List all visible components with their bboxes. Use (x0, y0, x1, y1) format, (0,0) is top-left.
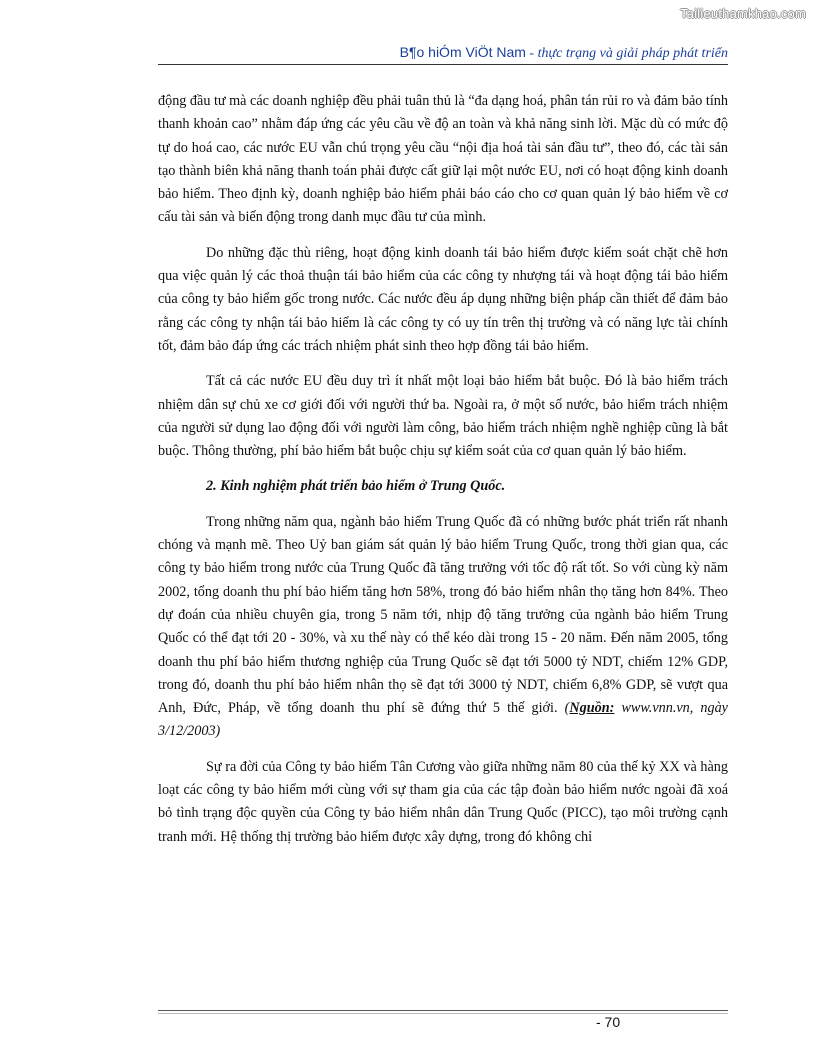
header-divider (158, 64, 728, 65)
footer-divider (158, 1010, 728, 1011)
header-title: B¶o hiÓm ViÖt Nam (399, 44, 526, 60)
section-heading: 2. Kinh nghiệm phát triển bảo hiểm ở Trung Quốc. (206, 478, 506, 495)
paragraph-3: Tất cả các nước EU đều duy trì ít nhất một loại bảo hiểm bắt buộc. Đó là bảo hiểm trách nhiệm dân sự chủ xe cơ giới đối với người thứ ba. Ngoài ra, ở một số nước, bảo hiểm trách nhiệm của người sử dụng lao động đối với người làm công, bảo hiểm trách nhiệm nghề nghiệp cũng là bắt buộc. Thông thường, phí bảo hiểm bắt buộc chịu sự kiểm soát của cơ quan quản lý bảo hiểm. (158, 373, 728, 460)
source-open: ( (564, 700, 570, 717)
page-header (158, 44, 728, 62)
paragraph-4 (158, 511, 728, 744)
watermark-text: Tailieuthamkhao.com (680, 6, 806, 21)
document-body (158, 90, 728, 861)
paragraph-2: Do những đặc thù riêng, hoạt động kinh doanh tái bảo hiểm được kiểm soát chặt chẽ hơn qua việc quản lý các thoả thuận tái bảo hiểm của các công ty nhượng tái và hoạt động tái bảo hiểm của công ty bảo hiểm gốc trong nước. Các nước đều áp dụng những biện pháp cần thiết để đảm bảo rằng các công ty nhận tái bảo hiểm là các công ty có uy tín trên thị trường và có năng lực tài chính tốt, đảm bảo đáp ứng các trách nhiệm phát sinh theo hợp đồng tái bảo hiểm. (158, 244, 728, 354)
source-label: Nguồn: (569, 700, 615, 717)
source-citation: www.vnn.vn, ngày 3/12/2003) (158, 700, 728, 740)
header-subtitle: thực trạng và giải pháp phát triển (537, 46, 728, 61)
paragraph-4-text: Trong những năm qua, ngành bảo hiểm Trung Quốc đã có những bước phát triển rất nhanh chóng và mạnh mẽ. Theo Uỷ ban giám sát quản lý bảo hiểm Trung Quốc, trong thời gian qua, các công ty bảo hiểm trong nước của Trung Quốc đã tăng trưởng với tốc độ rất tốt. So với cùng kỳ năm 2002, tổng doanh thu phí bảo hiểm tăng hơn 58%, trong đó bảo hiểm nhân thọ tăng hơn 84%. Theo dự đoán của nhiều chuyên gia, trong 5 năm tới, nhịp độ tăng trưởng của ngành bảo hiểm Trung Quốc có thể đạt tới 20 - 30%, và xu thế này có thể kéo dài trong 15 - 20 năm. Đến năm 2005, tổng doanh thu phí bảo hiểm thương nghiệp của Trung Quốc sẽ đạt tới 5000 tỷ NDT, chiếm 12% GDP, trong đó, doanh thu phí bảo hiểm nhân thọ sẽ đạt tới 3000 tỷ NDT, chiếm 6,8% GDP, sẽ vượt qua Anh, Đức, Pháp, về tổng doanh thu phí sẽ đứng thứ 5 thế giới. (158, 513, 728, 717)
header-separator: - (525, 46, 538, 61)
page-number: - 70 (596, 1014, 621, 1030)
footer-divider-secondary (158, 1013, 728, 1014)
paragraph-5: Sự ra đời của Công ty bảo hiểm Tân Cương vào giữa những năm 80 của thế kỷ XX và hàng loạt các công ty bảo hiểm mới cùng với sự tham gia của các tập đoàn bảo hiểm nước ngoài đã xoá bỏ tình trạng độc quyền của Công ty bảo hiểm nhân dân Trung Quốc (PICC), tạo môi trường cạnh tranh mới. Hệ thống thị trường bảo hiểm được xây dựng, trong đó không chỉ (158, 758, 728, 845)
paragraph-1: động đầu tư mà các doanh nghiệp đều phải tuân thủ là “đa dạng hoá, phân tán rủi ro và đảm bảo tính thanh khoản cao” nhằm đáp ứng các yêu cầu về độ an toàn và khả năng sinh lời. Mặc dù có mức độ tự do hoá cao, các nước EU vẫn chú trọng yêu cầu “nội địa hoá tài sản đầu tư”, theo đó, các tài sản tạo thành biên khả năng thanh toán phải được cất giữ lại một nước EU, nơi có hoạt động kinh doanh bảo hiểm. Theo định kỳ, doanh nghiệp bảo hiểm phải báo cáo cho cơ quan quản lý bảo hiểm về cơ cấu tài sản và biến động trong danh mục đầu tư của mình. (158, 93, 728, 226)
